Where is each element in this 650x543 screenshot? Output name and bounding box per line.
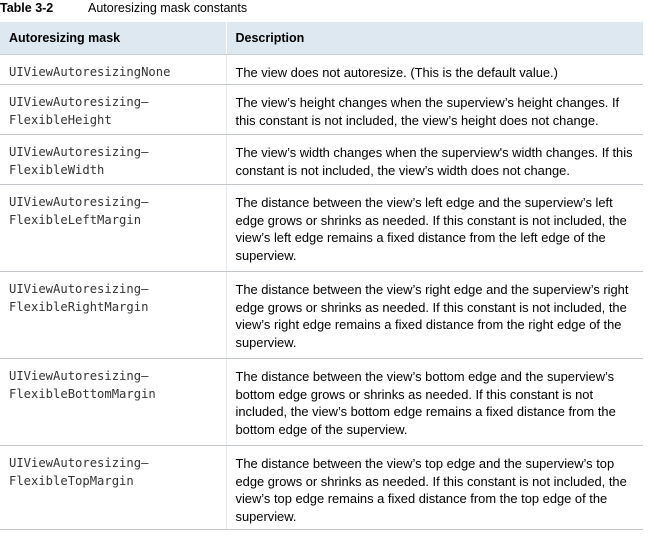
table-number: Table 3-2: [0, 1, 54, 15]
table-row: [0, 446, 643, 530]
table-row: [0, 55, 643, 85]
table-row: [0, 135, 643, 185]
table-row: [0, 85, 643, 135]
constant-description: The view does not autoresize. (This is the default value.): [226, 55, 643, 85]
constant-description: The distance between the view’s bottom edge and the superview’s bottom edge grows or shrinks as needed. If this constant is not included, the view’s bottom edge remains a fixed distance from the bottom edge of the superview.: [226, 359, 643, 446]
header-description: Description: [226, 22, 643, 55]
table-row: [0, 359, 643, 446]
constant-name: UIViewAutoresizing– FlexibleLeftMargin: [0, 185, 226, 272]
constant-description: The distance between the view’s top edge and the superview’s top edge grows or shrinks as needed. If this constant is not included, the view’s top edge remains a fixed distance from the top edge of the superview.: [226, 446, 643, 530]
table-title: Autoresizing mask constants: [88, 1, 248, 15]
constant-name: UIViewAutoresizing– FlexibleTopMargin: [0, 446, 226, 530]
constant-description: The view’s height changes when the superview’s height changes. If this constant is not included, the view’s height does not change.: [226, 85, 643, 135]
table-caption: [0, 0, 650, 22]
constant-description: The distance between the view’s right edge and the superview’s right edge grows or shrinks as needed. If this constant is not included, the view’s right edge remains a fixed distance from the right edge of the superview.: [226, 272, 643, 359]
table-row: [0, 185, 643, 272]
constant-name: UIViewAutoresizing– FlexibleHeight: [0, 85, 226, 135]
constant-description: The view’s width changes when the superview's width changes. If this constant is not included, the view’s width does not change.: [226, 135, 643, 185]
constant-description: The distance between the view’s left edge and the superview’s left edge grows or shrinks as needed. If this constant is not included, the view’s left edge remains a fixed distance from the left edge of the superview.: [226, 185, 643, 272]
constant-name: UIViewAutoresizingNone: [0, 55, 226, 85]
constant-name: UIViewAutoresizing– FlexibleRightMargin: [0, 272, 226, 359]
constant-name: UIViewAutoresizing– FlexibleBottomMargin: [0, 359, 226, 446]
header-row: [0, 22, 643, 55]
autoresizing-mask-table: [0, 22, 643, 530]
constant-name: UIViewAutoresizing– FlexibleWidth: [0, 135, 226, 185]
table-header: [0, 22, 643, 55]
table-row: [0, 272, 643, 359]
header-autoresizing-mask: Autoresizing mask: [0, 22, 226, 55]
table-body: [0, 55, 643, 530]
